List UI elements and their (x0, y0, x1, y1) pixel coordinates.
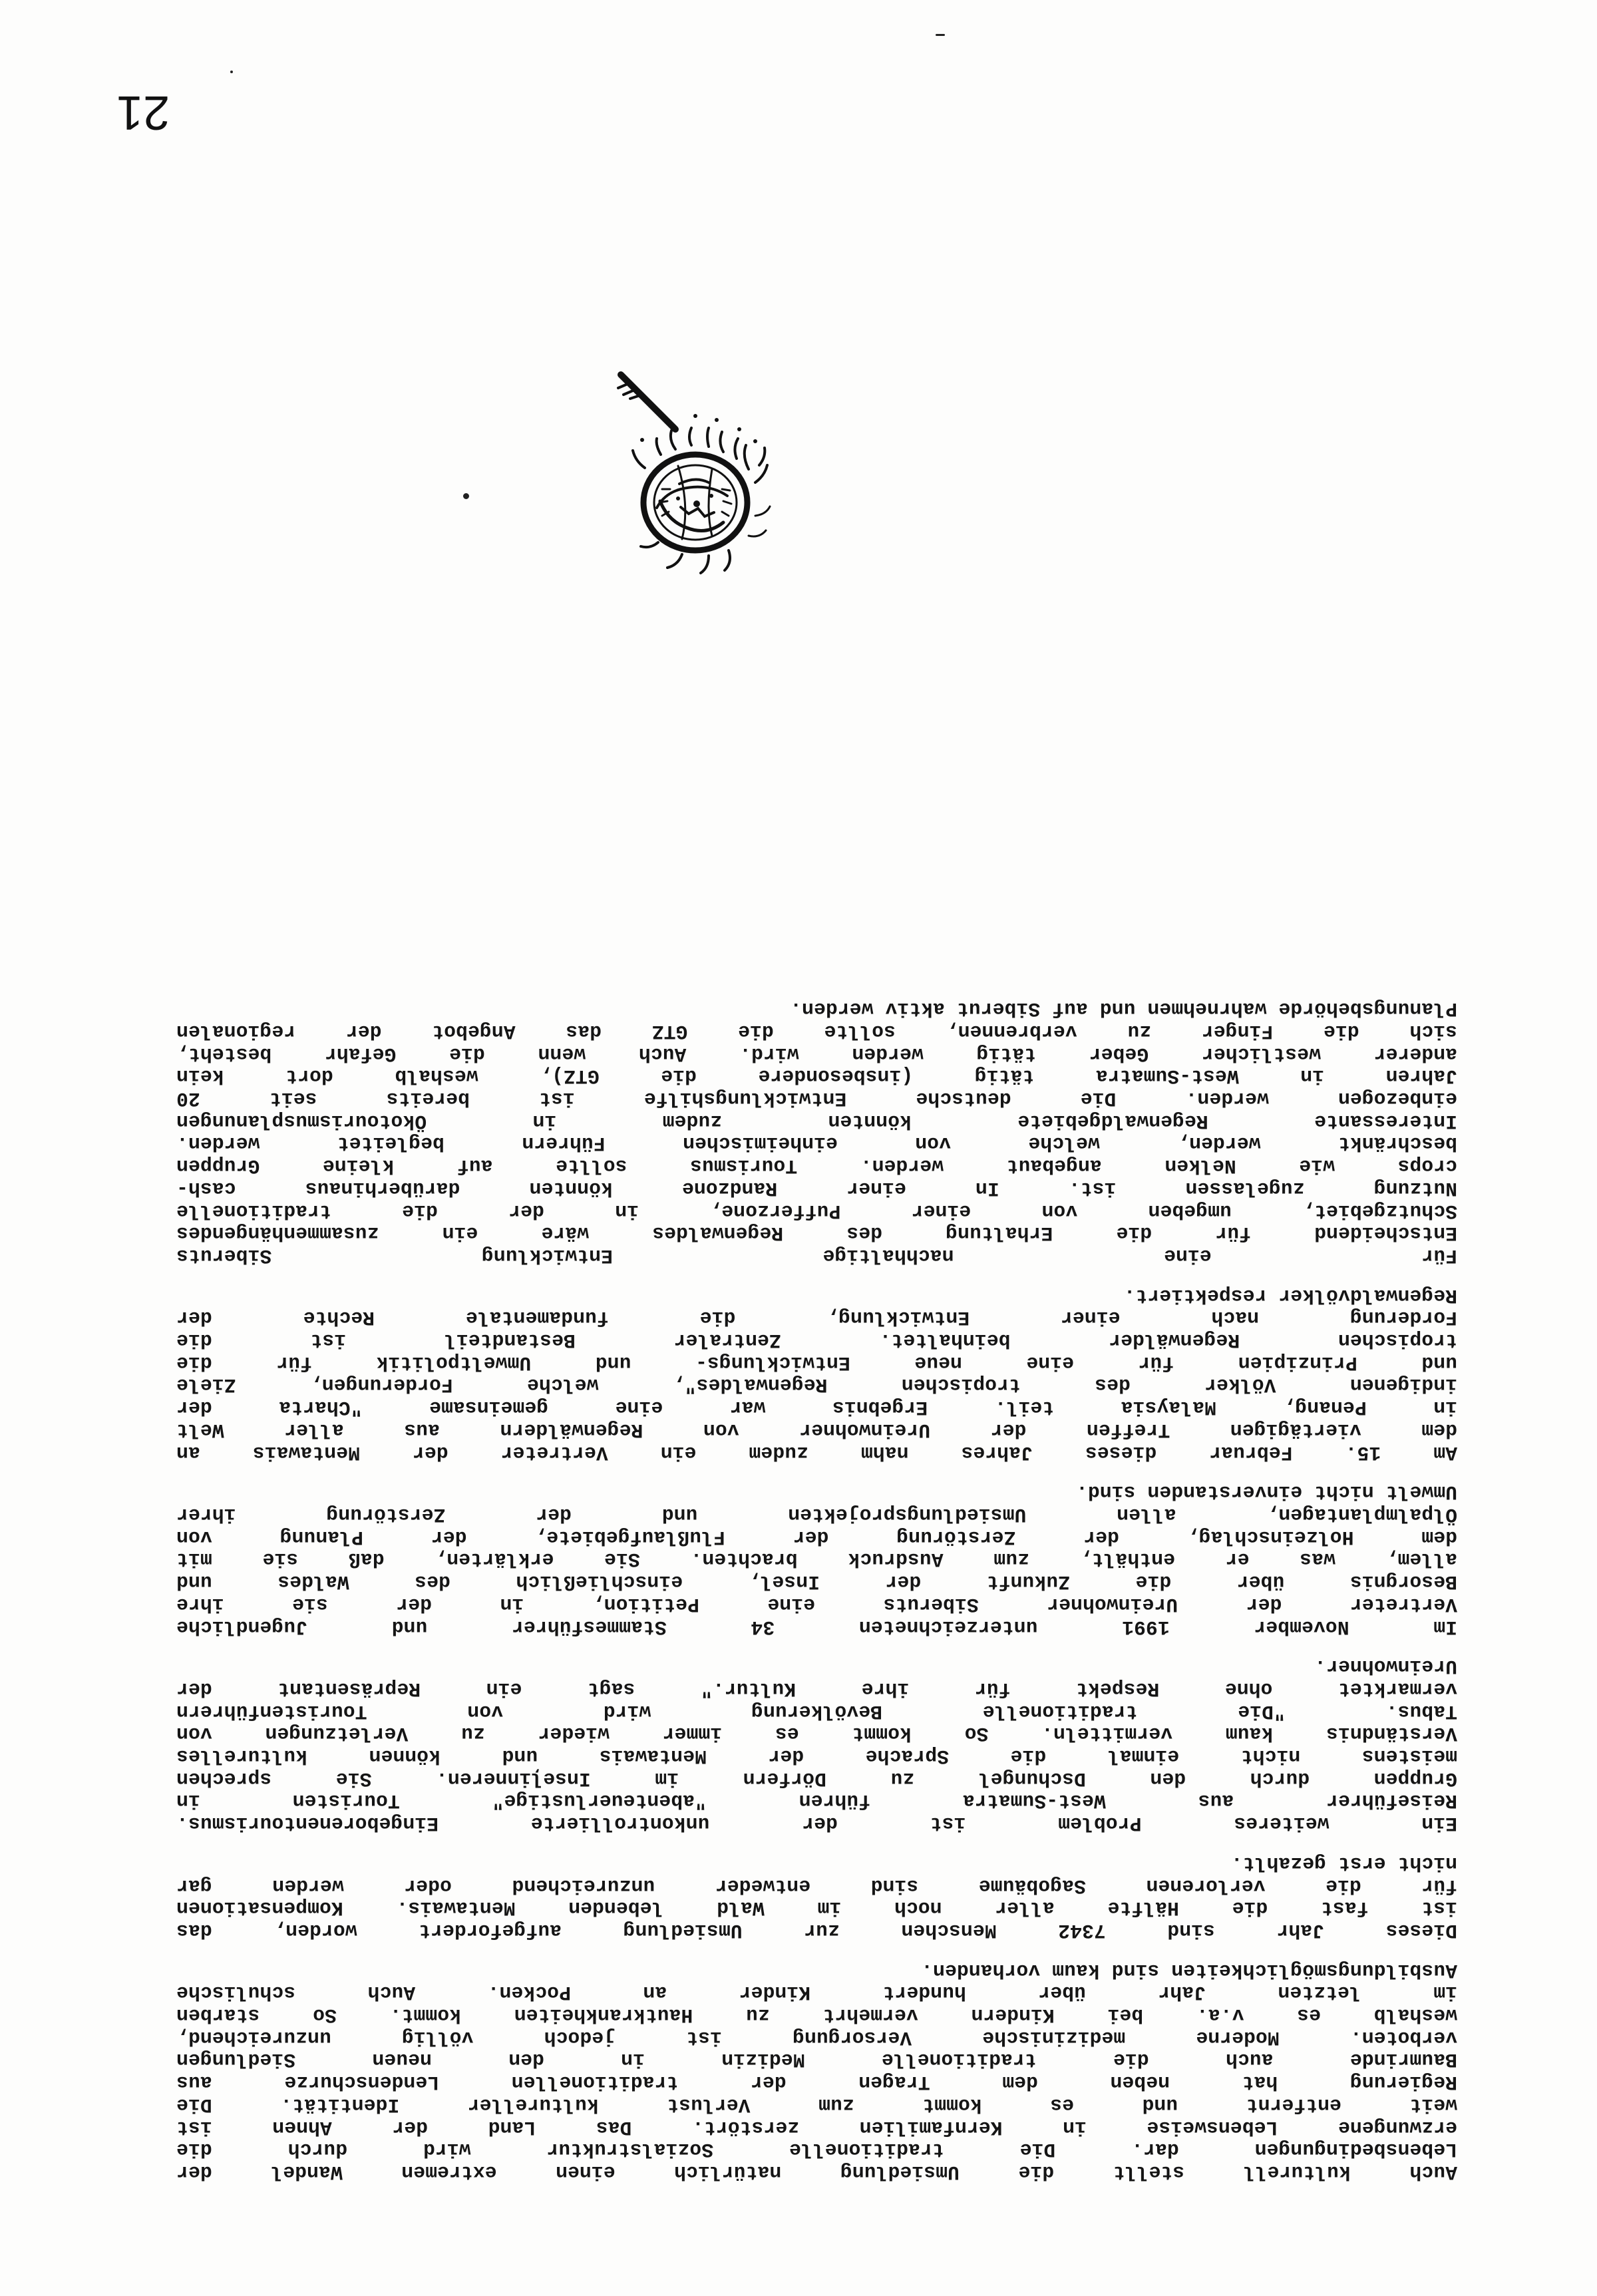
text-line: Regierung hat neben dem Tragen der traditionellen Lendenschurze aus (176, 2071, 1457, 2094)
text-line: Verständnis kaum vermitteln. So kommt es immer wieder zu Verletzungen von (176, 1722, 1457, 1746)
text-line: Ölpalmplantagen, allen Umsiedlungsprojekten und der Zerstörung ihrer (176, 1503, 1457, 1527)
text-line: Am 15. Februar dieses Jahres nahm zudem ein Vertreter der Mentawais an (176, 1441, 1457, 1464)
text-line: nicht erst gezahlt. (1230, 1851, 1457, 1875)
paragraph (176, 998, 1457, 1266)
paragraph (176, 1851, 1457, 1941)
text-line: verboten. Moderne medizinische Versorgung ist jedoch völlig unzureichend, (176, 2026, 1457, 2049)
text-line: im letzten Jahr über hundert Kinder an Pocken. Auch schulische (176, 1981, 1457, 2005)
text-line: allem, was er enthält, zum Ausdruck brachten. Sie erklärten, daß sie mit (176, 1548, 1457, 1571)
text-line: ist fast die Hälfte aller noch im Wald lebenden Mentawais. Kompensationen (176, 1897, 1457, 1920)
scan-speck (230, 71, 233, 73)
text-line: Gruppen durch den Dschungel zu Dörfern im Inseļinneren. Sie sprechen (176, 1767, 1457, 1790)
text-line: Ein weiteres Problem ist der unkontrollierte Eingeborenentourismus. (176, 1812, 1457, 1835)
text-line: sich die Finger zu verbrennen, sollte die GTZ das Angebot der regionalen (176, 1020, 1457, 1043)
text-line: Entscheidend für die Erhaltung des Regenwaldes wäre ein zusammenhängendes (176, 1222, 1457, 1245)
text-line: für die verlorenen Sagobäume sind entweder unzureichend oder werden gar (176, 1874, 1457, 1897)
text-line: beschränkt werden, welche von einheimischen Führern begleitet werden. (176, 1132, 1457, 1155)
text-line: vermarktet ohne Respekt für ihre Kultur." sagt ein Repräsentant der (176, 1677, 1457, 1700)
text-line: Dieses Jahr sind 7342 Menschen zur Umsiedlung aufgefordert worden, das (176, 1919, 1457, 1942)
scan-speck (936, 34, 945, 36)
body-text (176, 980, 1457, 2183)
text-line: Tabus. "Die traditionelle Bevölkerung wird von Touristenführern (176, 1700, 1457, 1723)
text-line: Ureinwohner. (1314, 1655, 1457, 1678)
text-line: Für eine nachhaltige Entwicklung Siberuts (176, 1244, 1457, 1267)
page-number: 21 (116, 86, 170, 139)
text-line: einbezogen werden. Die deutsche Entwicklungshilfe ist bereits seit 20 (176, 1087, 1457, 1111)
text-line: Reiseführer aus West-Sumatra führen "abenteuerlustige" Touristen in (176, 1790, 1457, 1813)
text-line: Regenwaldvölker respektiert. (1123, 1284, 1457, 1307)
text-line: anderer westlicher Geber tätig werden wird. Auch wenn die Gefahr besteht, (176, 1042, 1457, 1065)
text-line: Planungsbehörde wahrnehmen und auf Siberut aktiv werden. (790, 998, 1457, 1021)
text-line: Auch kulturell stellt die Umsiedlung natürlich einen extremen Wandel der (176, 2161, 1457, 2184)
text-line: Ausbildungsmöglichkeiten sind kaum vorhanden. (921, 1959, 1457, 1982)
paragraph (176, 1959, 1457, 2183)
text-line: Lebensbedingungen dar. Die traditionelle Sozialstruktur wird durch die (176, 2138, 1457, 2162)
text-line: Baumrinde auch die traditionelle Medizin in den neuen Siedlungen (176, 2048, 1457, 2072)
text-line: in Penang, Malaysia teil. Ergebnis war eine gemeinsame "Charta der (176, 1396, 1457, 1420)
text-line: Vertreter der Ureinwohner Siberuts eine Petition, in der sie ihre (176, 1593, 1457, 1616)
text-line: dem Holzeinschlag, der Zerstörung der Flußlaufgebiete, der Planung von (176, 1525, 1457, 1549)
text-line: indigenen Völker des tropischen Regenwaldes", welche Forderungen, Ziele (176, 1374, 1457, 1397)
text-line: erzwungene Lebensweise in Kernfamilien zerstört. Das Land der Ahnen ist (176, 2116, 1457, 2139)
text-line: Nutzung zugelassen ist. In einer Randzone könnten darüberhinaus cash- (176, 1177, 1457, 1200)
paragraph (176, 1284, 1457, 1463)
woodcut-sketch-icon (576, 369, 775, 582)
text-line: crops wie Nelken angebaut werden. Tourismus sollte auf kleine Gruppen (176, 1155, 1457, 1178)
scan-speck (463, 493, 469, 499)
text-line: tropischen Regenwälder beinhaltet. Zentraler Bestandteil ist die (176, 1329, 1457, 1352)
text-line: Forderung nach einer Entwicklung, die fundamentale Rechte der (176, 1306, 1457, 1330)
text-line: weshalb es v.a. bei Kindern vermehrt zu Hautkrankheiten kommt. So starben (176, 2004, 1457, 2027)
text-line: und Prinzipien für eine neue Entwicklungs- und Umweltpolitik für die (176, 1351, 1457, 1374)
text-line: Schutzgebiet, umgeben von einer Pufferzone, in der die traditionelle (176, 1199, 1457, 1223)
text-line: dem viertägigen Treffen der Ureinwohner von Regenwäldern aus aller Welt (176, 1418, 1457, 1441)
paragraph (176, 1481, 1457, 1638)
text-line: Umwelt nicht einverstanden sind. (1075, 1481, 1457, 1504)
text-line: weit entfernt und es kommt zum Verlust kultureller Identität. Die (176, 2093, 1457, 2116)
text-line: Besorgnis über die Zukunft der Insel, einschließlich des Waldes und (176, 1571, 1457, 1594)
text-line: Im November 1991 unterzeichneten 34 Stammesführer und Jugendliche (176, 1615, 1457, 1638)
paragraph (176, 1655, 1457, 1835)
text-line: Jahren in West-Sumatra tätig (insbesondere die GTZ), weshalb dort kein (176, 1065, 1457, 1088)
text-line: meistens nicht einmal die Sprache der Mentawais und können kulturelles (176, 1745, 1457, 1768)
text-line: Interessante Regenwaldgebiete könnten zudem in Ökotourismusplanungen (176, 1109, 1457, 1133)
